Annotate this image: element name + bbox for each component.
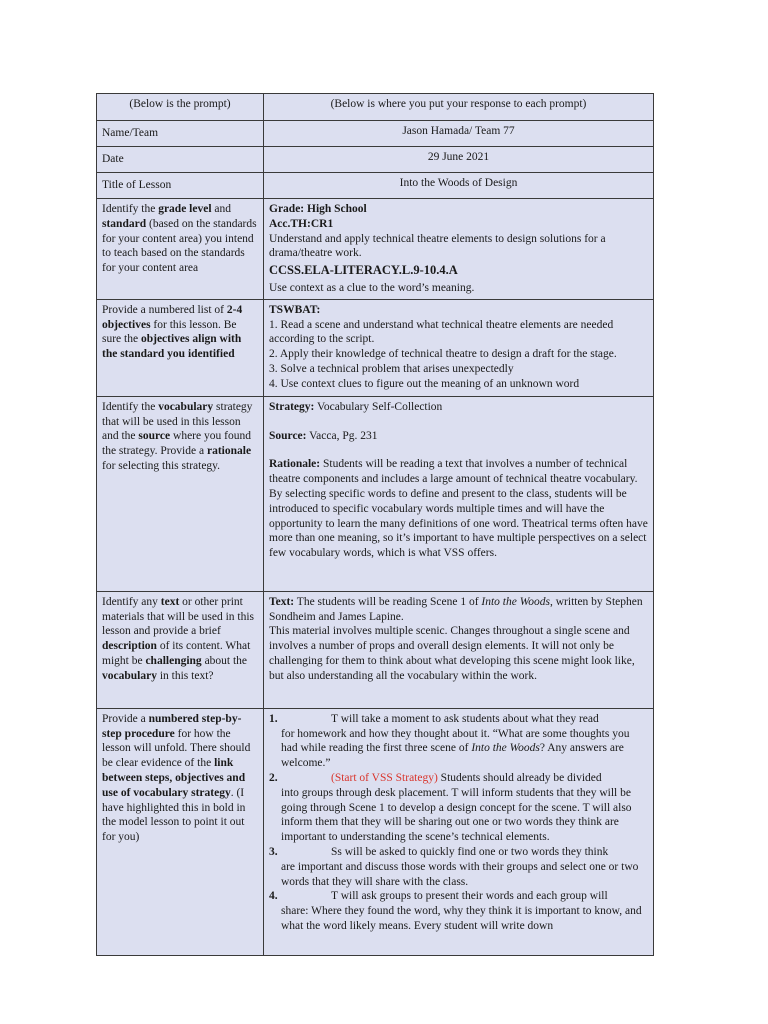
standard-row	[97, 199, 654, 300]
procedure-step: 1. T will take a moment to ask students about what they read for homework and how they thought about it. “What are some thoughts you had while reading the first three scene of Into the Woods? Any answers are welcome.”	[269, 712, 630, 770]
date-row	[97, 147, 654, 173]
text-title: Into the Woods	[481, 595, 550, 608]
date-value: 29 June 2021	[264, 147, 654, 173]
procedure-prompt: Provide a numbered step-by-step procedure for how the lesson will unfold. There should be clear evidence of the link between steps, objectives and use of vocabulary strategy. (I have highlighted this in bold in the model lesson to point it out for you)	[97, 708, 264, 955]
title-label: Title of Lesson	[97, 173, 264, 199]
procedure-step: 4. T will ask groups to present their words and each group will share: Where they found the word, why they think it is important to know, and what the word likely means. Every student will write down	[269, 890, 642, 932]
objective-item: 3. Solve a technical problem that arises unexpectedly	[269, 362, 514, 375]
objectives-heading: TSWBAT:	[269, 303, 321, 316]
standard-code-ela: CCSS.ELA-LITERACY.L.9-10.4.A	[269, 263, 458, 278]
standard-prompt: Identify the grade level and standard (based on the standards for your content area) you intend to teach based on the standards for your content area	[97, 199, 264, 300]
objectives-prompt: Provide a numbered list of 2-4 objectives for this lesson. Be sure the objectives align with the standard you identified	[97, 299, 264, 396]
strategy-row	[97, 396, 654, 591]
vss-strategy-highlight: (Start of VSS Strategy)	[331, 771, 438, 784]
text-prompt: Identify any text or other print materials that will be used in this lesson and provide a brief description of its content. What might be challenging about the vocabulary in this text?	[97, 591, 264, 708]
standard-description-ela: Use context as a clue to the word’s meaning.	[269, 281, 475, 294]
grade-level: Grade: High School	[269, 203, 367, 215]
rationale-value: Students will be reading a text that involves a number of technical theatre components and includes a large amount of technical theatre vocabulary. By selecting specific words to define and present to the class, students will be introduced to specific vocabulary words multiple times and will have the opportunity to learn the many definitions of one word. Theatrical terms often have more than one meaning, so it’s important to have multiple perspectives on a select few vocabulary words, which is what VSS offers.	[269, 458, 648, 560]
date-label: Date	[97, 147, 264, 173]
objective-item: 1. Read a scene and understand what technical theatre elements are needed according to the script.	[269, 318, 614, 346]
source-value: Vacca, Pg. 231	[306, 429, 378, 442]
procedure-row	[97, 708, 654, 955]
objective-item: 4. Use context clues to figure out the meaning of an unknown word	[269, 377, 580, 390]
title-value: Into the Woods of Design	[264, 173, 654, 199]
objective-item: 2. Apply their knowledge of technical theatre to design a draft for the stage.	[269, 348, 617, 361]
procedure-response	[264, 708, 654, 955]
text-description: This material involves multiple scenic. Changes throughout a single scene and involves a number of props and overall design elements. It will not only be challenging for them to think about what developing this scene might look like, but also understanding all the vocabulary within the work.	[269, 625, 635, 682]
strategy-value: Vocabulary Self-Collection	[314, 400, 443, 413]
strategy-prompt: Identify the vocabulary strategy that will be used in this lesson and the source where you found the strategy. Provide a rationale for selecting this strategy.	[97, 396, 264, 591]
header-row	[97, 94, 654, 121]
prompt-column-header: (Below is the prompt)	[97, 94, 264, 121]
text-row	[97, 591, 654, 708]
name-label: Name/Team	[97, 121, 264, 147]
lesson-plan-table	[96, 93, 654, 956]
standard-description-theatre: Understand and apply technical theatre elements to design solutions for a drama/theatre work.	[269, 232, 606, 260]
standard-response	[264, 199, 654, 300]
name-row	[97, 121, 654, 147]
strategy-response: Strategy: Vocabulary Self-Collection Source: Vacca, Pg. 231 Rationale: Students will be reading a text that involves a number of technical theatre components and includes a large amount of technical theatre vocabulary. By selecting specific words to define and present to the class, students will be introduced to specific vocabulary words multiple times and will have the opportunity to learn the many definitions of one word. Theatrical terms often have more than one meaning, so it’s important to have multiple perspectives on a select few vocabulary words, which is what VSS offers.	[264, 396, 654, 591]
procedure-step: 3. Ss will be asked to quickly find one or two words they think are important and discuss those words with their groups and select one or two words that they will share with the class.	[269, 845, 639, 888]
response-column-header: (Below is where you put your response to each prompt)	[264, 94, 654, 121]
text-response: Text: The students will be reading Scene 1 of Into the Woods, written by Stephen Sondheim and James Lapine. This material involves multiple scenic. Changes throughout a single scene and involves a number of props and overall design elements. It will not only be challenging for them to think about what developing this scene might look like, but also understanding all the vocabulary within the work.	[264, 591, 654, 708]
name-value: Jason Hamada/ Team 77	[264, 121, 654, 147]
objectives-response	[264, 299, 654, 396]
title-row	[97, 173, 654, 199]
objectives-row	[97, 299, 654, 396]
procedure-step: 2. (Start of VSS Strategy) Students should already be divided into groups through desk placement. T will inform students that they will be going through Scene 1 to develop a design concept for the scene. T will also inform them that they will be sharing out one or two words they think are important to understanding the scene’s technical elements.	[269, 771, 632, 844]
standard-code-theatre: Acc.TH:CR1	[269, 217, 334, 230]
